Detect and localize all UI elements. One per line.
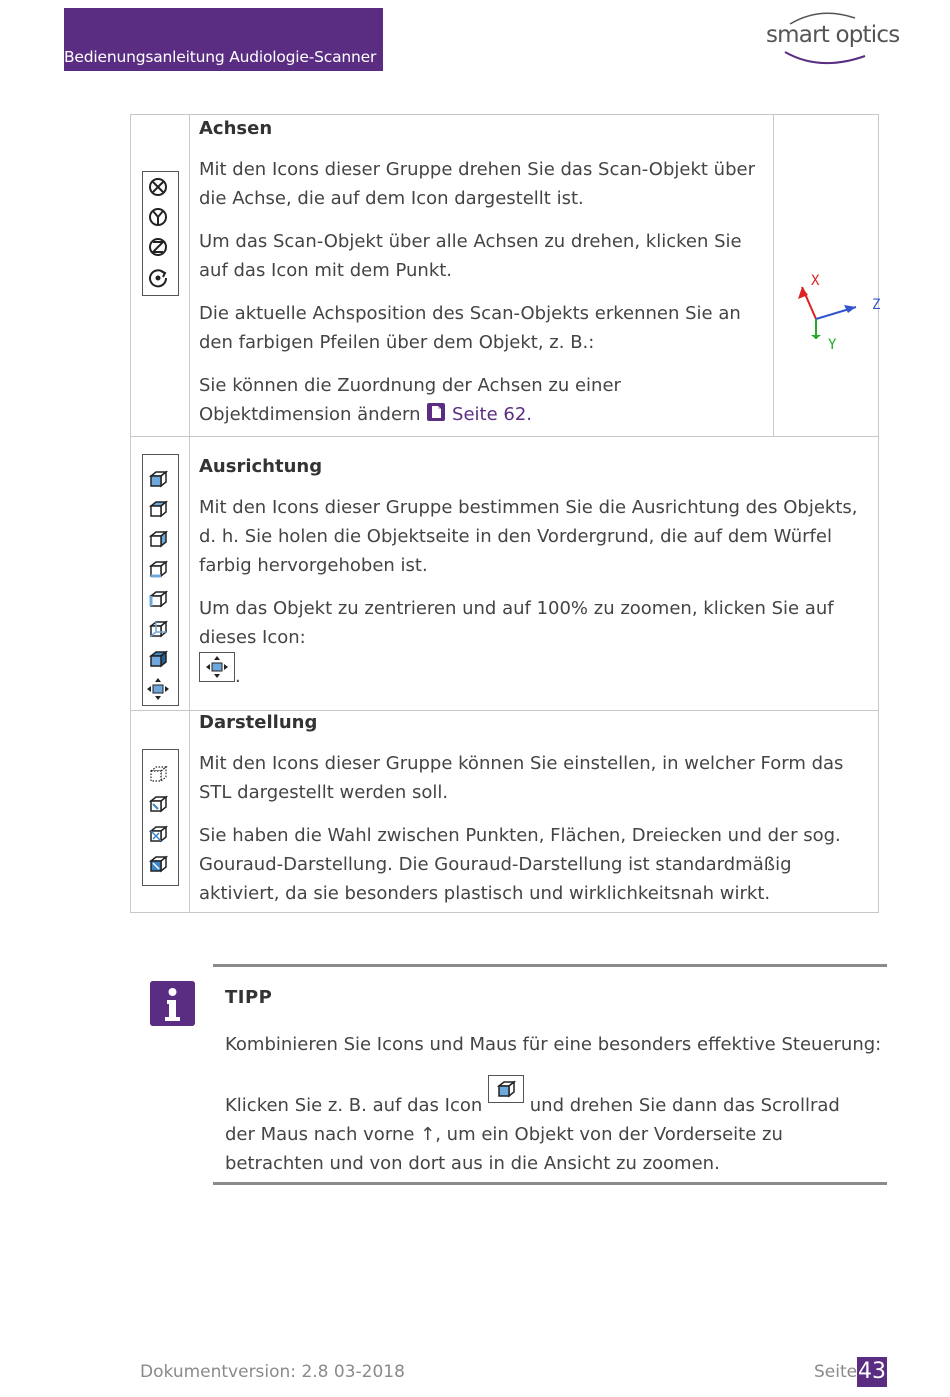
- axis-x-label: X: [811, 273, 820, 289]
- table-row: [131, 115, 879, 437]
- tip-title: TIPP: [225, 987, 273, 1008]
- axis-z-label: Z: [872, 297, 881, 313]
- rotate-y-icon[interactable]: [146, 205, 170, 229]
- cube-front-button[interactable]: [488, 1075, 524, 1103]
- axes-image-cell: [774, 115, 879, 437]
- tip-text: , um ein Objekt von der Vorderseite zu betrachten und von dort aus in die Ansicht zu zoomen.: [225, 1124, 783, 1174]
- table-row: [131, 711, 879, 913]
- cube-solid-icon[interactable]: [146, 647, 170, 671]
- tip-paragraph: [225, 1085, 875, 1178]
- orientation-icon-cell: [131, 437, 190, 711]
- header-title: Bedienungsanleitung Audiologie-Scanner: [64, 48, 377, 66]
- tip-paragraph: Kombinieren Sie Icons und Maus für eine besonders effektive Steuerung:: [225, 1034, 882, 1055]
- display-icon-cell: [131, 711, 190, 913]
- center-zoom-icon: [205, 655, 229, 679]
- display-text-cell: [190, 711, 879, 913]
- center-zoom-button[interactable]: [199, 652, 235, 682]
- center-zoom-example: [199, 652, 868, 691]
- tip-text: und drehen Sie dann das Scrollrad der Maus nach vorne: [225, 1095, 840, 1145]
- paragraph: Mit den Icons dieser Gruppe bestimmen Sie die Ausrichtung des Objekts, d. h. Sie holen die Objektseite in den Vordergrund, die auf dem Würfel farbig hervorgehoben ist.: [199, 497, 858, 576]
- axes-toolbar: [142, 171, 179, 296]
- axes-arrows-illustration: [794, 267, 884, 357]
- tip-text: Klicken Sie z. B. auf das Icon: [225, 1095, 483, 1116]
- table-row: [131, 437, 879, 711]
- logo-text: smart optics: [766, 22, 900, 48]
- paragraph: Mit den Icons dieser Gruppe drehen Sie das Scan-Objekt über die Achse, die auf dem Icon dargestellt ist.: [199, 159, 755, 209]
- cube-right-icon[interactable]: [146, 527, 170, 551]
- triangles-mode-icon[interactable]: [146, 822, 170, 846]
- faces-mode-icon[interactable]: [146, 792, 170, 816]
- paragraph: Mit den Icons dieser Gruppe können Sie einstellen, in welcher Form das STL dargestellt werden soll.: [199, 753, 844, 803]
- axis-y-label: Y: [828, 337, 837, 353]
- points-mode-icon[interactable]: [146, 762, 170, 786]
- cube-front-icon[interactable]: [146, 467, 170, 491]
- cube-front-icon: [494, 1077, 518, 1101]
- paragraph-text: Sie können die Zuordnung der Achsen zu einer Objektdimension ändern: [199, 375, 621, 425]
- arrow-up-icon: ↑: [420, 1124, 436, 1145]
- rotate-all-icon[interactable]: [146, 265, 170, 289]
- icon-groups-table: [130, 114, 879, 913]
- period: .: [235, 666, 241, 687]
- info-icon: [150, 981, 195, 1026]
- orientation-text-cell: [190, 437, 879, 711]
- paragraph: Um das Scan-Objekt über alle Achsen zu drehen, klicken Sie auf das Icon mit dem Punkt.: [199, 231, 742, 281]
- rotate-x-icon[interactable]: [146, 175, 170, 199]
- page-reference-link[interactable]: Seite 62: [452, 404, 527, 425]
- paragraph: Die aktuelle Achsposition des Scan-Objekts erkennen Sie an den farbigen Pfeilen über dem Objekt, z. B.:: [199, 303, 741, 353]
- orientation-toolbar: [142, 454, 179, 706]
- paragraph: [199, 371, 763, 429]
- cube-top-icon[interactable]: [146, 497, 170, 521]
- cube-back-icon[interactable]: [146, 617, 170, 641]
- period: .: [526, 404, 533, 425]
- center-zoom-icon[interactable]: [146, 677, 170, 701]
- display-toolbar: [142, 749, 179, 886]
- section-title-darstellung: Darstellung: [199, 712, 318, 733]
- page-label: Seite: [814, 1362, 858, 1382]
- page-number: 43: [857, 1357, 887, 1387]
- document-version: Dokumentversion: 2.8 03-2018: [140, 1362, 405, 1382]
- gouraud-mode-icon[interactable]: [146, 852, 170, 876]
- rotate-z-icon[interactable]: [146, 235, 170, 259]
- cube-bottom-icon[interactable]: [146, 557, 170, 581]
- axes-text-cell: [190, 115, 774, 437]
- paragraph: Sie haben die Wahl zwischen Punkten, Flächen, Dreiecken und der sog. Gouraud-Darstellung. Die Gouraud-Darstellung ist standardmäßig aktiviert, da sie besonders plastisch und wirklichkeitsnah wirkt.: [199, 825, 841, 904]
- smart-optics-logo: [760, 8, 900, 70]
- paragraph: Um das Objekt zu zentrieren und auf 100% zu zoomen, klicken Sie auf dieses Icon:: [199, 598, 834, 648]
- section-title-achsen: Achsen: [199, 118, 273, 139]
- axes-icon-cell: [131, 115, 190, 437]
- cube-left-icon[interactable]: [146, 587, 170, 611]
- section-title-ausrichtung: Ausrichtung: [199, 456, 323, 477]
- page-reference-icon: [426, 402, 446, 422]
